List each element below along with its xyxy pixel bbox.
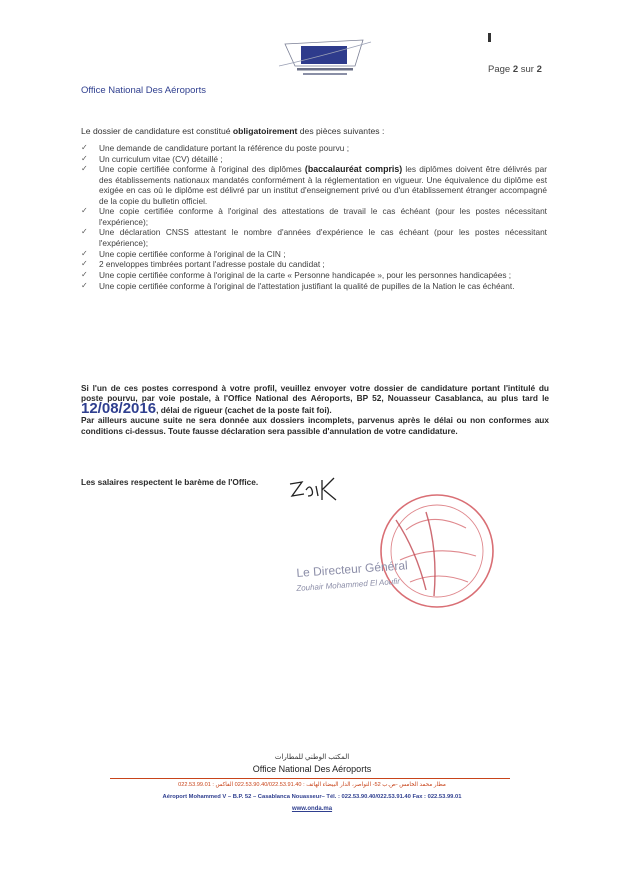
margin-mark (488, 33, 491, 42)
check-icon: ✓ (81, 259, 88, 269)
footer-org-name: Office National Des Aéroports (252, 764, 372, 774)
footer-website-link[interactable]: www.onda.ma (291, 806, 333, 812)
requirement-item: ✓ Une demande de candidature portant la référence du poste pourvu ; (81, 143, 349, 153)
check-icon: ✓ (81, 227, 88, 237)
check-icon: ✓ (81, 269, 88, 279)
salary-statement: Les salaires respectent le barème de l'Office. (81, 477, 259, 487)
check-icon: ✓ (81, 248, 88, 258)
footer-arabic-name: المكتب الوطني للمطارات (274, 754, 350, 761)
requirement-item: ✓ Une copie certifiée conforme à l'original des diplômes (baccalauréat compris) les diplômes doivent être délivrés par des établissements nationaux mandatés conformément à la réglementation en vigueur. Une équivalence du diplôme est exigée en cas où le diplôme est délivré par un institut d'enseignement privé ou d'un établissement étranger accompagné de la copie du bulletin officiel. (81, 164, 547, 206)
logo-text-line-2 (303, 73, 347, 75)
check-icon: ✓ (81, 206, 88, 216)
page-number: Page 2 sur 2 (488, 64, 542, 75)
requirements-list (81, 143, 547, 291)
footer-address: Aéroport Mohammed V – B.P. 52 – Casablanca Nouasseur– Tél. : 022.53.90.40/022.53.91.40 Fax : 022.53.99.01 (162, 794, 462, 800)
signatory-title: Le Directeur Général (296, 558, 409, 580)
requirement-item: ✓ Une copie certifiée conforme à l'original des attestations de travail le cas échéant (pour les postes nécessitant l'expérience); (81, 206, 547, 227)
requirement-item: ✓ 2 enveloppes timbrées portant l'adresse postale du candidat ; (81, 259, 325, 270)
requirement-item: ✓ Une copie certifiée conforme à l'original de la CIN ; (81, 248, 286, 259)
requirement-item: ✓ Une déclaration CNSS attestant le nombre d'années d'expérience le cas échéant (pour les postes nécessitant l'expérience); (81, 227, 547, 248)
organization-title: Office National Des Aéroports (81, 85, 206, 96)
requirement-item: ✓ Une copie certifiée conforme à l'original de l'attestation justifiant la qualité de pupilles de la Nation le cas échéant. (81, 280, 515, 291)
requirement-item: ✓ Une copie certifiée conforme à l'original de la carte « Personne handicapée », pour les personnes handicapées ; (81, 269, 512, 280)
signatory-name: Zouhair Mohammed El Aoufir (296, 576, 401, 593)
submission-notice: Si l'un de ces postes correspond à votre profil, veuillez envoyer votre dossier de candidature portant l'intitulé du poste pourvu, par voie postale, à l'Office National des Aéroports, BP 52, Nouasseur Casablanca, au plus tard le 12/08/2016, délai de rigueur (cachet de la poste fait foi). Par ailleurs aucune suite ne sera donnée aux dossiers incomplets, parvenus après le délai ou non conformes aux conditions ci-dessus. Toute fausse déclaration sera passible d'annulation de votre candidature. (81, 383, 549, 436)
footer-address-arabic: مطار محمد الخامس -ص.ب 52- النواصر، الدار البيضاء الهاتف : 022.53.90.40/022.53.91.40 الفاكس : 022.53.99.01 (178, 782, 446, 788)
logo-text-line-1 (297, 68, 353, 71)
official-stamp (376, 490, 498, 612)
check-icon: ✓ (81, 143, 88, 152)
deadline-date: 12/08/2016 (81, 399, 157, 417)
check-icon: ✓ (81, 153, 88, 163)
check-icon: ✓ (81, 280, 88, 290)
intro-paragraph: Le dossier de candidature est constitué obligatoirement des pièces suivantes : (81, 126, 385, 136)
check-icon: ✓ (81, 164, 88, 174)
requirement-item: ✓ Un curriculum vitae (CV) détaillé ; (81, 153, 223, 164)
footer-divider (110, 778, 510, 779)
handwritten-initials (286, 470, 366, 504)
onda-logo (275, 36, 375, 82)
